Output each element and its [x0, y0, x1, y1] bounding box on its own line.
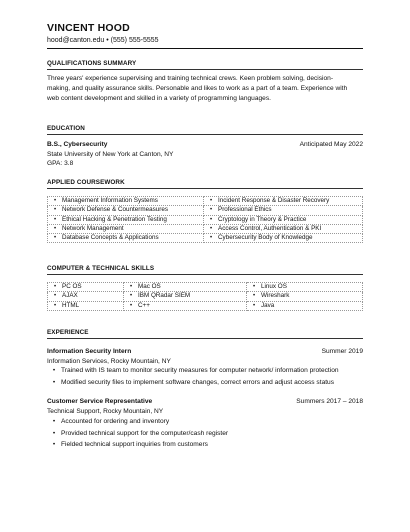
table-row — [48, 197, 363, 206]
table-cell — [247, 301, 363, 310]
job-date: Summer 2019 — [321, 348, 363, 355]
table-cell — [204, 215, 363, 224]
bullet-icon: • — [252, 284, 256, 290]
list-item — [47, 416, 228, 428]
job-bullet-text: Fielded technical support inquiries from customers — [61, 441, 208, 449]
course-item: Network Management — [62, 224, 124, 232]
skill-item: PC OS — [62, 283, 82, 290]
table-cell — [247, 292, 363, 301]
job-bullet-text: Accounted for ordering and inventory — [61, 418, 170, 425]
course-item: Access Control, Authentication & PKI — [218, 224, 322, 232]
list-item — [47, 365, 339, 377]
skill-item: C++ — [138, 301, 150, 309]
table-cell — [204, 234, 363, 243]
course-item: Cryptology in Theory & Practice — [218, 215, 307, 223]
bullet-icon: • — [209, 216, 213, 223]
table-cell — [48, 206, 204, 215]
qualifications-line: Three years' experience supervising and training technical crews. Keen problem solving, decision- — [47, 75, 334, 82]
bullet-icon: • — [52, 418, 56, 425]
bullet-icon: • — [209, 225, 213, 232]
coursework-table — [47, 196, 363, 243]
job-bullet-text: Provided technical support for the computer/cash register — [61, 429, 229, 437]
job-title: Information Security Intern — [47, 348, 132, 355]
list-item — [47, 428, 228, 440]
skill-item: Java — [261, 301, 275, 309]
education-heading: EDUCATION — [47, 125, 85, 132]
table-row — [48, 283, 363, 292]
bullet-icon: • — [129, 293, 133, 300]
skill-item: HTML — [62, 301, 80, 309]
table-cell — [48, 292, 124, 301]
bullet-icon: • — [209, 198, 213, 204]
table-cell — [204, 197, 363, 206]
course-item: Cybersecurity Body of Knowledge — [218, 234, 313, 242]
skill-item: Wireshark — [261, 292, 290, 300]
experience-divider — [47, 338, 363, 339]
table-cell — [247, 283, 363, 292]
job-organization: Information Services, Rocky Mountain, NY — [47, 358, 171, 365]
table-row — [48, 301, 363, 310]
table-row — [48, 206, 363, 215]
bullet-icon: • — [53, 207, 57, 214]
skill-item: Mac OS — [138, 283, 161, 290]
list-item — [47, 439, 228, 451]
degree: B.S., Cybersecurity — [47, 141, 108, 148]
job-title: Customer Service Representative — [47, 398, 153, 405]
table-cell — [48, 283, 124, 292]
coursework-divider — [47, 188, 363, 189]
bullet-icon: • — [209, 235, 213, 242]
course-item: Database Concepts & Applications — [62, 234, 159, 242]
experience-heading: EXPERIENCE — [47, 329, 89, 336]
bullet-icon: • — [209, 207, 213, 214]
job-bullet-text: Trained with IS team to monitor security measures for computer network/ information protection — [61, 367, 339, 374]
table-cell — [48, 197, 204, 206]
course-item: Network Defense & Countermeasures — [62, 206, 169, 214]
skill-item: IBM QRadar SIEM — [138, 292, 191, 300]
bullet-icon: • — [129, 302, 133, 309]
bullet-icon: • — [252, 293, 256, 300]
applicant-name: VINCENT HOOD — [47, 22, 130, 34]
table-row — [48, 292, 363, 301]
skill-item: AJAX — [62, 292, 78, 300]
course-item: Ethical Hacking & Penetration Testing — [62, 215, 167, 223]
coursework-heading: APPLIED COURSEWORK — [47, 179, 125, 186]
bullet-icon: • — [129, 284, 133, 290]
table-cell — [124, 283, 247, 292]
job-organization: Technical Support, Rocky Mountain, NY — [47, 408, 164, 415]
job-date: Summers 2017 – 2018 — [296, 398, 363, 405]
qualifications-divider — [47, 69, 363, 70]
bullet-icon: • — [53, 198, 57, 204]
bullet-icon: • — [53, 216, 57, 223]
course-item: Incident Response & Disaster Recovery — [218, 197, 330, 204]
course-item: Professional Ethics — [218, 206, 272, 214]
qualifications-line: making, and quality assurance skills. Personable and likes to work as a part of a team. Experience with — [47, 85, 348, 92]
table-cell — [204, 206, 363, 215]
gpa: GPA: 3.8 — [47, 160, 74, 167]
school: State University of New York at Canton, NY — [47, 151, 174, 158]
skills-heading: COMPUTER & TECHNICAL SKILLS — [47, 265, 155, 272]
bullet-icon: • — [53, 284, 57, 290]
bullet-icon: • — [53, 235, 57, 242]
qualifications-heading: QUALIFICATIONS SUMMARY — [47, 60, 137, 67]
header-divider — [47, 48, 363, 49]
table-cell — [124, 301, 247, 310]
bullet-icon: • — [52, 378, 56, 386]
graduation-date: Anticipated May 2022 — [299, 141, 363, 148]
table-cell — [48, 224, 204, 233]
table-cell — [48, 301, 124, 310]
contact-line: hood@canton.edu • (555) 555-5555 — [47, 37, 159, 44]
table-cell — [204, 224, 363, 233]
bullet-icon: • — [53, 302, 57, 309]
bullet-icon: • — [53, 293, 57, 300]
bullet-icon: • — [252, 302, 256, 309]
qualifications-line: web content development and skilled in a variety of programming languages. — [47, 95, 271, 102]
job-bullets — [47, 365, 339, 388]
skill-item: Linux OS — [261, 283, 287, 290]
course-item: Management Information Systems — [62, 197, 158, 204]
table-cell — [48, 234, 204, 243]
education-divider — [47, 134, 363, 135]
table-row — [48, 215, 363, 224]
skills-divider — [47, 274, 363, 275]
list-item — [47, 377, 339, 389]
table-cell — [124, 292, 247, 301]
job-bullet-text: Modified security files to implement software changes, correct errors and adjust access status — [61, 378, 335, 386]
bullet-icon: • — [52, 441, 56, 449]
bullet-icon: • — [52, 367, 56, 374]
bullet-icon: • — [53, 225, 57, 232]
job-bullets — [47, 416, 228, 451]
bullet-icon: • — [52, 429, 56, 437]
table-cell — [48, 215, 204, 224]
table-row — [48, 234, 363, 243]
table-row — [48, 224, 363, 233]
skills-table — [47, 282, 363, 311]
